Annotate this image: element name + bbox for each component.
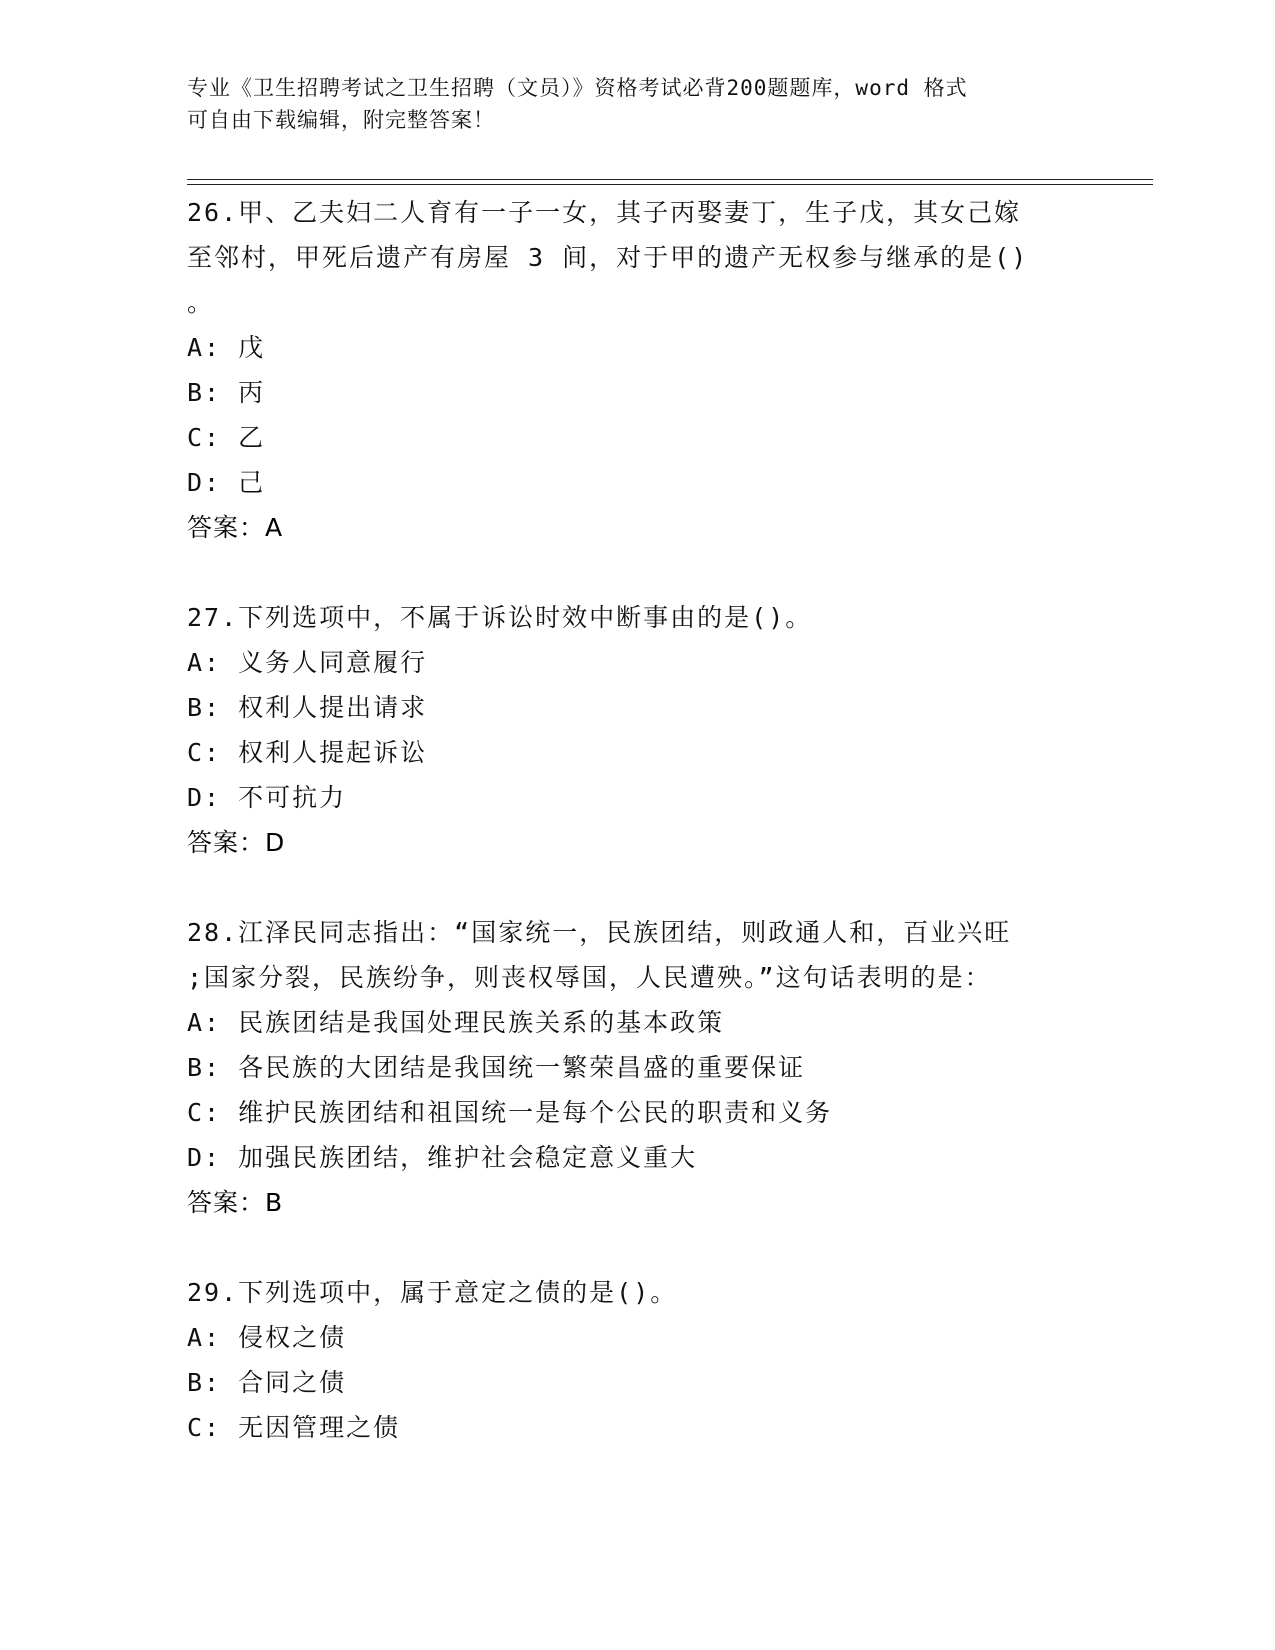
question-block	[187, 1270, 1087, 1450]
question-text-line: 。	[187, 288, 215, 317]
answer-option: B: 合同之债	[187, 1368, 347, 1397]
answer-option: A: 民族团结是我国处理民族关系的基本政策	[187, 1008, 725, 1037]
answer-option: B: 丙	[187, 378, 266, 407]
answer-option: C: 维护民族团结和祖国统一是每个公民的职责和义务	[187, 1098, 833, 1127]
answer-key: 答案：A	[187, 513, 284, 542]
question-text-line: ;国家分裂，民族纷争，则丧权辱国，人民遭殃。”这句话表明的是：	[187, 963, 992, 992]
answer-key: 答案：D	[187, 828, 286, 857]
header-divider-top	[187, 179, 1153, 180]
answer-option: B: 权利人提出请求	[187, 693, 428, 722]
answer-option: C: 无因管理之债	[187, 1413, 401, 1442]
question-block	[187, 595, 1087, 865]
answer-option: A: 义务人同意履行	[187, 648, 428, 677]
header-divider-bottom	[187, 184, 1153, 185]
answer-key: 答案：B	[187, 1188, 284, 1217]
answer-option: C: 乙	[187, 423, 266, 452]
answer-option: D: 加强民族团结，维护社会稳定意义重大	[187, 1143, 698, 1172]
question-text-line: 27.下列选项中，不属于诉讼时效中断事由的是()。	[187, 603, 813, 632]
answer-option: C: 权利人提起诉讼	[187, 738, 428, 767]
answer-option: D: 不可抗力	[187, 783, 347, 812]
question-text-line: 26.甲、乙夫妇二人育有一子一女，其子丙娶妻丁，生子戊，其女己嫁	[187, 198, 1022, 227]
question-text-line: 29.下列选项中，属于意定之债的是()。	[187, 1278, 678, 1307]
answer-option: A: 侵权之债	[187, 1323, 347, 1352]
question-text-line: 至邻村，甲死后遗产有房屋 3 间，对于甲的遗产无权参与继承的是()	[187, 243, 1029, 272]
header-line-1: 专业《卫生招聘考试之卫生招聘（文员）》资格考试必背200题题库，word 格式	[187, 76, 968, 100]
header-line-2: 可自由下载编辑，附完整答案！	[187, 108, 495, 132]
answer-option: B: 各民族的大团结是我国统一繁荣昌盛的重要保证	[187, 1053, 806, 1082]
question-text-line: 28.江泽民同志指出：“国家统一，民族团结，则政通人和，百业兴旺	[187, 918, 1012, 947]
document-header	[187, 72, 1067, 136]
question-block	[187, 910, 1087, 1225]
question-block	[187, 190, 1087, 550]
answer-option: A: 戊	[187, 333, 266, 362]
question-list	[187, 190, 1087, 1495]
answer-option: D: 己	[187, 468, 266, 497]
